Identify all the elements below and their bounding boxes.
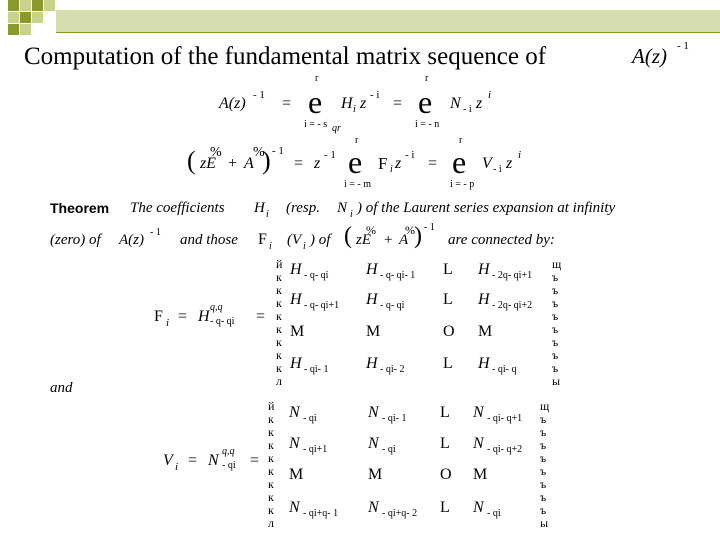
V-open: (V bbox=[287, 232, 302, 248]
matrix-cell: H bbox=[478, 355, 490, 372]
theorem-text: and those bbox=[180, 232, 238, 248]
theorem-text: (zero) of bbox=[50, 232, 101, 248]
F-subscript: i bbox=[269, 241, 272, 252]
sum-limit-extra: qr bbox=[332, 123, 341, 134]
sum-symbol: e bbox=[452, 144, 467, 180]
z-exponent: - i bbox=[405, 149, 415, 161]
N-coefficient: N bbox=[450, 95, 461, 112]
N-coefficient: N bbox=[337, 200, 348, 216]
deco-square bbox=[20, 12, 31, 23]
N-subscript: i bbox=[350, 209, 353, 220]
matrix-cell: L bbox=[440, 404, 450, 421]
matrix-cell: N bbox=[473, 499, 484, 516]
F-lhs: F bbox=[154, 308, 163, 325]
theorem-text: ) of bbox=[310, 232, 331, 248]
sum-symbol: e bbox=[308, 84, 323, 120]
z-exponent: i bbox=[488, 89, 492, 101]
matrix-cell: N bbox=[368, 435, 379, 452]
equals: = bbox=[393, 95, 403, 112]
matrix-cell-subscript: - qi- q+2 bbox=[487, 444, 523, 455]
header-rule bbox=[56, 10, 720, 32]
matrix-cell-subscript: - qi bbox=[487, 508, 501, 519]
matrix-cell-subscript: - 2q- qi+2 bbox=[492, 300, 533, 311]
matrix-cell: N bbox=[473, 404, 484, 421]
sum-limit-bottom: i = - s bbox=[304, 119, 328, 130]
deco-square bbox=[44, 0, 55, 11]
zE-term: zE bbox=[356, 232, 371, 248]
A-matrix: A bbox=[399, 232, 409, 248]
paren-close: ) bbox=[262, 146, 271, 175]
matrix-cell: N bbox=[289, 404, 300, 421]
matrix-cell: M bbox=[289, 466, 304, 483]
sum-limit-top: r bbox=[315, 73, 319, 84]
sum-limit-bottom: i = - n bbox=[415, 119, 440, 130]
z-variable: z bbox=[476, 95, 483, 112]
N-superscript: q,q bbox=[222, 446, 235, 457]
matrix-cell: L bbox=[443, 291, 453, 308]
equals: = bbox=[256, 308, 266, 325]
A-inverse: A(z) bbox=[119, 232, 144, 248]
sum-limit-top: r bbox=[425, 73, 429, 84]
tilde-mark: % bbox=[405, 223, 415, 237]
matrix-cell-subscript: - qi- 2 bbox=[380, 364, 405, 375]
V-subscript: i bbox=[303, 241, 306, 252]
F-subscript: i bbox=[390, 164, 393, 175]
sum-symbol: e bbox=[418, 84, 433, 120]
matrix-cell: H bbox=[290, 291, 302, 308]
deco-square bbox=[20, 0, 31, 11]
matrix-cell: H bbox=[366, 291, 378, 308]
paren-open: ( bbox=[187, 146, 196, 175]
matrix-cell: M bbox=[478, 323, 493, 340]
equals: = bbox=[428, 155, 438, 172]
equals: = bbox=[282, 95, 292, 112]
H-block: H bbox=[198, 308, 210, 325]
matrix-cell-subscript: - qi- 1 bbox=[382, 413, 407, 424]
N-subscript: - i bbox=[463, 104, 472, 115]
inverse-exponent: - 1 bbox=[272, 145, 284, 157]
deco-square bbox=[8, 12, 19, 23]
matrix-cell: M bbox=[366, 323, 381, 340]
inverse-exponent: - 1 bbox=[424, 222, 435, 233]
N-subscript: - qi bbox=[222, 460, 236, 471]
slide-title: Computation of the fundamental matrix sequence of bbox=[24, 43, 547, 70]
equals: = bbox=[188, 452, 198, 469]
matrix-cell: H bbox=[478, 291, 490, 308]
sum-limit-bottom: i = - p bbox=[450, 179, 475, 190]
z-variable: z bbox=[395, 155, 402, 172]
tilde-mark: % bbox=[253, 145, 265, 160]
matrix-cell-subscript: - qi- q+1 bbox=[487, 413, 523, 424]
theorem-text: (resp. bbox=[286, 200, 321, 216]
matrix-cell: H bbox=[290, 355, 302, 372]
matrix-cell: L bbox=[440, 435, 450, 452]
theorem-label: Theorem bbox=[50, 200, 110, 216]
deco-square bbox=[32, 0, 43, 11]
theorem-text: The coefficients bbox=[130, 200, 225, 216]
A-exponent: - 1 bbox=[150, 227, 161, 238]
H-coefficient: H bbox=[254, 200, 265, 216]
matrix-cell-subscript: - qi bbox=[303, 413, 317, 424]
matrix-cell: N bbox=[289, 499, 300, 516]
matrix-cell: N bbox=[289, 435, 300, 452]
deco-square bbox=[8, 0, 19, 11]
H-subscript: i bbox=[266, 209, 269, 220]
matrix-cell-subscript: - q- qi- 1 bbox=[380, 270, 416, 281]
matrix-cell: N bbox=[368, 404, 379, 421]
title-expression: A(z) bbox=[632, 44, 667, 68]
z-exponent: - i bbox=[370, 89, 380, 101]
matrix-cell-subscript: - qi- 1 bbox=[304, 364, 329, 375]
right-bracket: щ ъ ъ ъ ъ ъ ъ ъ ъ ы bbox=[552, 257, 562, 388]
equals: = bbox=[178, 308, 188, 325]
sum-limit-top: r bbox=[459, 135, 463, 146]
sum-symbol: e bbox=[348, 144, 363, 180]
matrix-cell: H bbox=[290, 261, 302, 278]
deco-square bbox=[20, 24, 31, 35]
right-bracket: щ ъ ъ ъ ъ ъ ъ ъ ъ ы bbox=[540, 399, 550, 530]
z-exponent: - 1 bbox=[324, 149, 336, 161]
matrix-cell: L bbox=[440, 499, 450, 516]
matrix-cell: N bbox=[368, 499, 379, 516]
plus: + bbox=[384, 232, 393, 248]
matrix-cell: M bbox=[368, 466, 383, 483]
z-variable: z bbox=[314, 155, 321, 172]
matrix-cell-subscript: - q- qi bbox=[304, 270, 329, 281]
paren-close: ) bbox=[414, 223, 422, 249]
V-lhs: V bbox=[163, 452, 173, 469]
tilde-mark: % bbox=[366, 223, 376, 237]
matrix-cell: L bbox=[443, 261, 453, 278]
V-subscript: - i bbox=[493, 164, 502, 175]
V-coefficient: V bbox=[482, 155, 492, 172]
matrix-cell: N bbox=[473, 435, 484, 452]
matrix-cell-subscript: - qi+q- 2 bbox=[382, 508, 418, 519]
matrix-cell: M bbox=[473, 466, 488, 483]
left-bracket: й к к к к к к к к л bbox=[276, 257, 283, 388]
H-subscript: - q- qi bbox=[210, 316, 235, 327]
z-variable: z bbox=[506, 155, 513, 172]
deco-square bbox=[32, 12, 43, 23]
theorem-text: ) of the Laurent series expansion at infinity bbox=[357, 200, 616, 216]
N-block: N bbox=[208, 452, 219, 469]
H-coefficient: H bbox=[341, 95, 353, 112]
F-coefficient: F bbox=[258, 231, 267, 248]
theorem-text: are connected by: bbox=[448, 232, 555, 248]
matrix-cell: H bbox=[478, 261, 490, 278]
z-exponent: i bbox=[518, 149, 522, 161]
deco-square bbox=[8, 24, 19, 35]
matrix-cell-subscript: - qi- q bbox=[492, 364, 517, 375]
matrix-cell-subscript: - q- qi+1 bbox=[304, 300, 340, 311]
lhs-exponent: - 1 bbox=[253, 89, 265, 101]
matrix-cell: L bbox=[443, 355, 453, 372]
lhs-A: A(z) bbox=[219, 95, 246, 112]
matrix-cell: H bbox=[366, 261, 378, 278]
H-subscript: i bbox=[353, 104, 356, 115]
V-lhs-subscript: i bbox=[175, 461, 179, 473]
matrix-cell: O bbox=[440, 466, 452, 483]
A-matrix: A bbox=[244, 155, 254, 172]
paren-open: ( bbox=[344, 223, 352, 249]
matrix-cell-subscript: - q- qi bbox=[380, 300, 405, 311]
header-rule-line bbox=[56, 32, 720, 33]
plus: + bbox=[228, 155, 238, 172]
and-label: and bbox=[50, 380, 73, 396]
F-lhs-subscript: i bbox=[166, 317, 170, 329]
matrix-cell: O bbox=[443, 323, 455, 340]
F-coefficient: F bbox=[378, 154, 388, 173]
matrix-cell-subscript: - qi+1 bbox=[303, 444, 328, 455]
equals: = bbox=[294, 155, 304, 172]
title-exponent: - 1 bbox=[677, 40, 689, 52]
zE-term: zE bbox=[200, 155, 216, 172]
matrix-cell-subscript: - qi+q- 1 bbox=[303, 508, 339, 519]
matrix-cell: H bbox=[366, 355, 378, 372]
tilde-mark: % bbox=[210, 145, 222, 160]
z-variable: z bbox=[360, 95, 367, 112]
H-superscript: q,q bbox=[210, 302, 223, 313]
matrix-cell-subscript: - 2q- qi+1 bbox=[492, 270, 533, 281]
equals: = bbox=[250, 452, 260, 469]
matrix-cell-subscript: - qi bbox=[382, 444, 396, 455]
sum-limit-top: r bbox=[355, 135, 359, 146]
sum-limit-bottom: i = - m bbox=[344, 179, 372, 190]
left-bracket: й к к к к к к к к л bbox=[268, 399, 275, 530]
matrix-cell: M bbox=[290, 323, 305, 340]
